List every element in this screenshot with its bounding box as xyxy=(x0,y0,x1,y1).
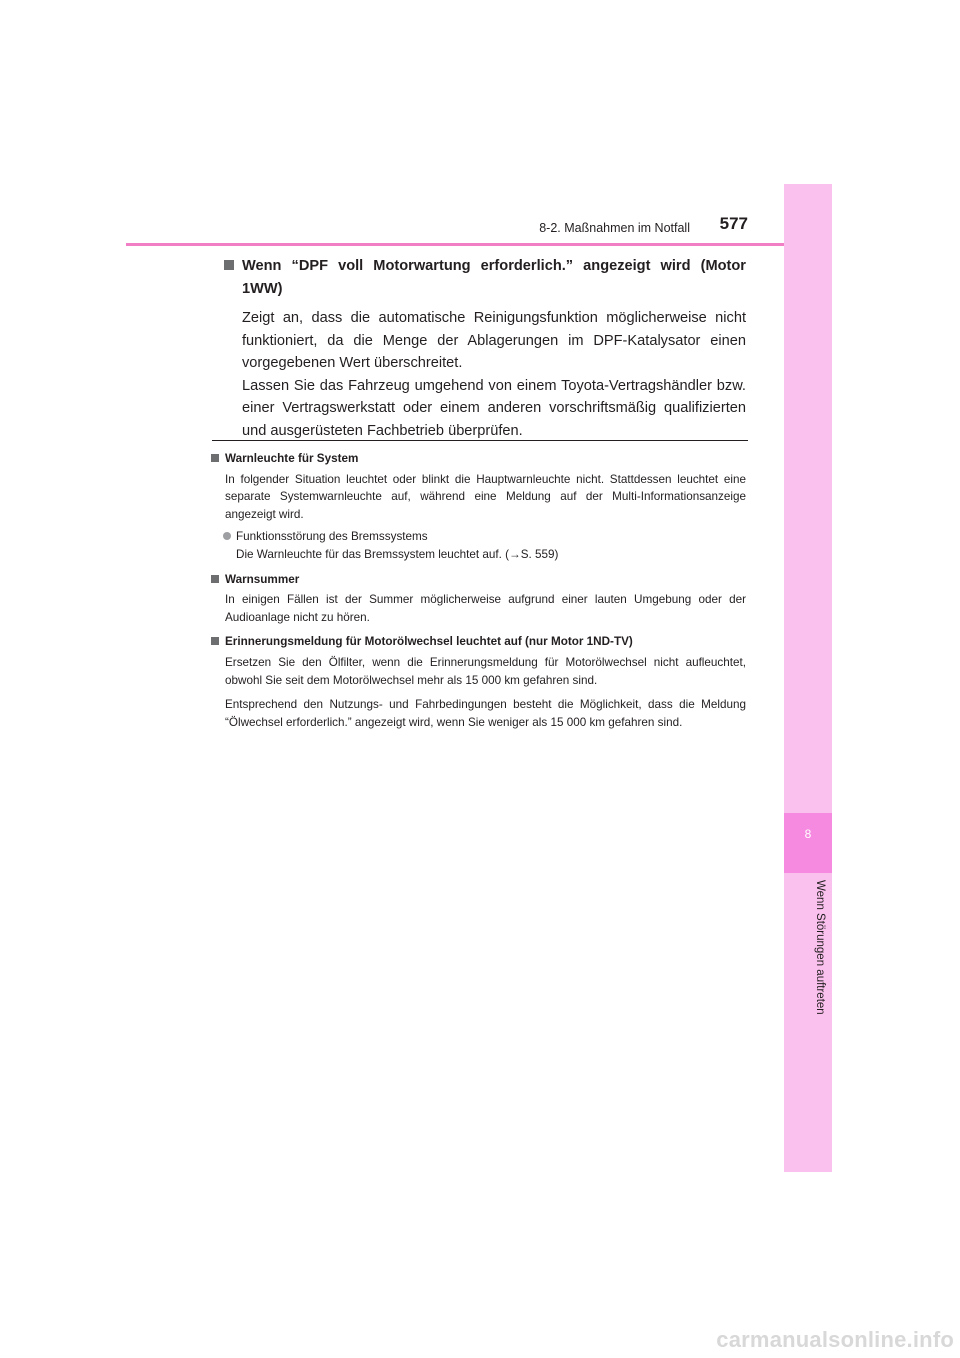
square-bullet-icon xyxy=(211,637,219,645)
note-bullet-text: Die Warnleuchte für das Bremssystem leuchtet auf. (→S. 559) xyxy=(236,547,559,561)
page-number: 577 xyxy=(719,214,748,233)
square-bullet-icon xyxy=(211,454,219,462)
header-rule xyxy=(126,243,832,246)
note-text: In einigen Fällen ist der Summer möglicherweise aufgrund einer lauten Umgebung oder der Audioanlage nicht zu hören. xyxy=(225,593,746,624)
note-title-text: Erinnerungsmeldung für Motorölwechsel leuchtet auf (nur Motor 1ND-TV) xyxy=(225,635,633,649)
square-bullet-icon xyxy=(211,575,219,583)
dpf-notice-heading xyxy=(224,255,746,300)
note-system-warning-light xyxy=(211,450,746,564)
note-title xyxy=(211,633,746,651)
watermark: carmanualsonline.info xyxy=(716,1327,954,1352)
chapter-label: Wenn Störungen auftreten xyxy=(814,880,826,1015)
note-text: Ersetzen Sie den Ölfilter, wenn die Erinnerungsmeldung für Motorölwechsel nicht aufleuchtet, obwohl Sie seit dem Motorölwechsel mehr als 15 000 km gefahren sind. xyxy=(225,655,746,687)
round-bullet-icon xyxy=(223,532,231,540)
dpf-notice-paragraph-2: Lassen Sie das Fahrzeug umgehend von einem Toyota-Vertragshändler bzw. einer Vertragswerkstatt oder einem anderen vorschriftsmäßig qualifizierten und ausgerüsteten Fachbetrieb überprüfen. xyxy=(242,377,746,439)
note-oil-change-reminder xyxy=(211,633,746,731)
note-bullet xyxy=(211,528,746,563)
dpf-notice-paragraph-1: Zeigt an, dass die automatische Reinigungsfunktion möglicherweise nicht funktioniert, da die Menge der Ablagerungen im DPF-Katalysator einen vorgegebenen Wert überschreitet. xyxy=(242,310,746,371)
chapter-tab xyxy=(784,813,832,873)
note-text: In folgender Situation leuchtet oder blinkt die Hauptwarnleuchte nicht. Stattdessen leuchtet eine separate Systemwarnleuchte auf, während eine Meldung auf der Multi-Informationsanzeige angezeigt wird. xyxy=(225,472,746,521)
note-text-2: Entsprechend den Nutzungs- und Fahrbedingungen besteht die Möglichkeit, dass die Meldung “Ölwechsel erforderlich.” angezeigt wird, wenn Sie weniger als 15 000 km gefahren sind. xyxy=(225,698,746,729)
running-header-section: 8-2. Maßnahmen im Notfall xyxy=(539,221,690,235)
chapter-number: 8 xyxy=(804,827,812,841)
dpf-notice xyxy=(224,255,746,442)
dpf-notice-heading-text: Wenn “DPF voll Motorwartung erforderlich.” angezeigt wird (Motor 1WW) xyxy=(242,258,746,297)
note-title-text: Warnleuchte für System xyxy=(225,452,359,465)
note-title xyxy=(211,571,746,589)
note-title-text: Warnsummer xyxy=(225,572,300,586)
note-warning-buzzer xyxy=(211,571,746,627)
note-bullet-title: Funktionsstörung des Bremssystems xyxy=(236,530,428,544)
dpf-notice-body xyxy=(224,307,746,442)
note-title xyxy=(211,450,746,468)
notes-section xyxy=(211,450,746,738)
section-divider xyxy=(212,440,748,441)
square-bullet-icon xyxy=(224,260,234,270)
